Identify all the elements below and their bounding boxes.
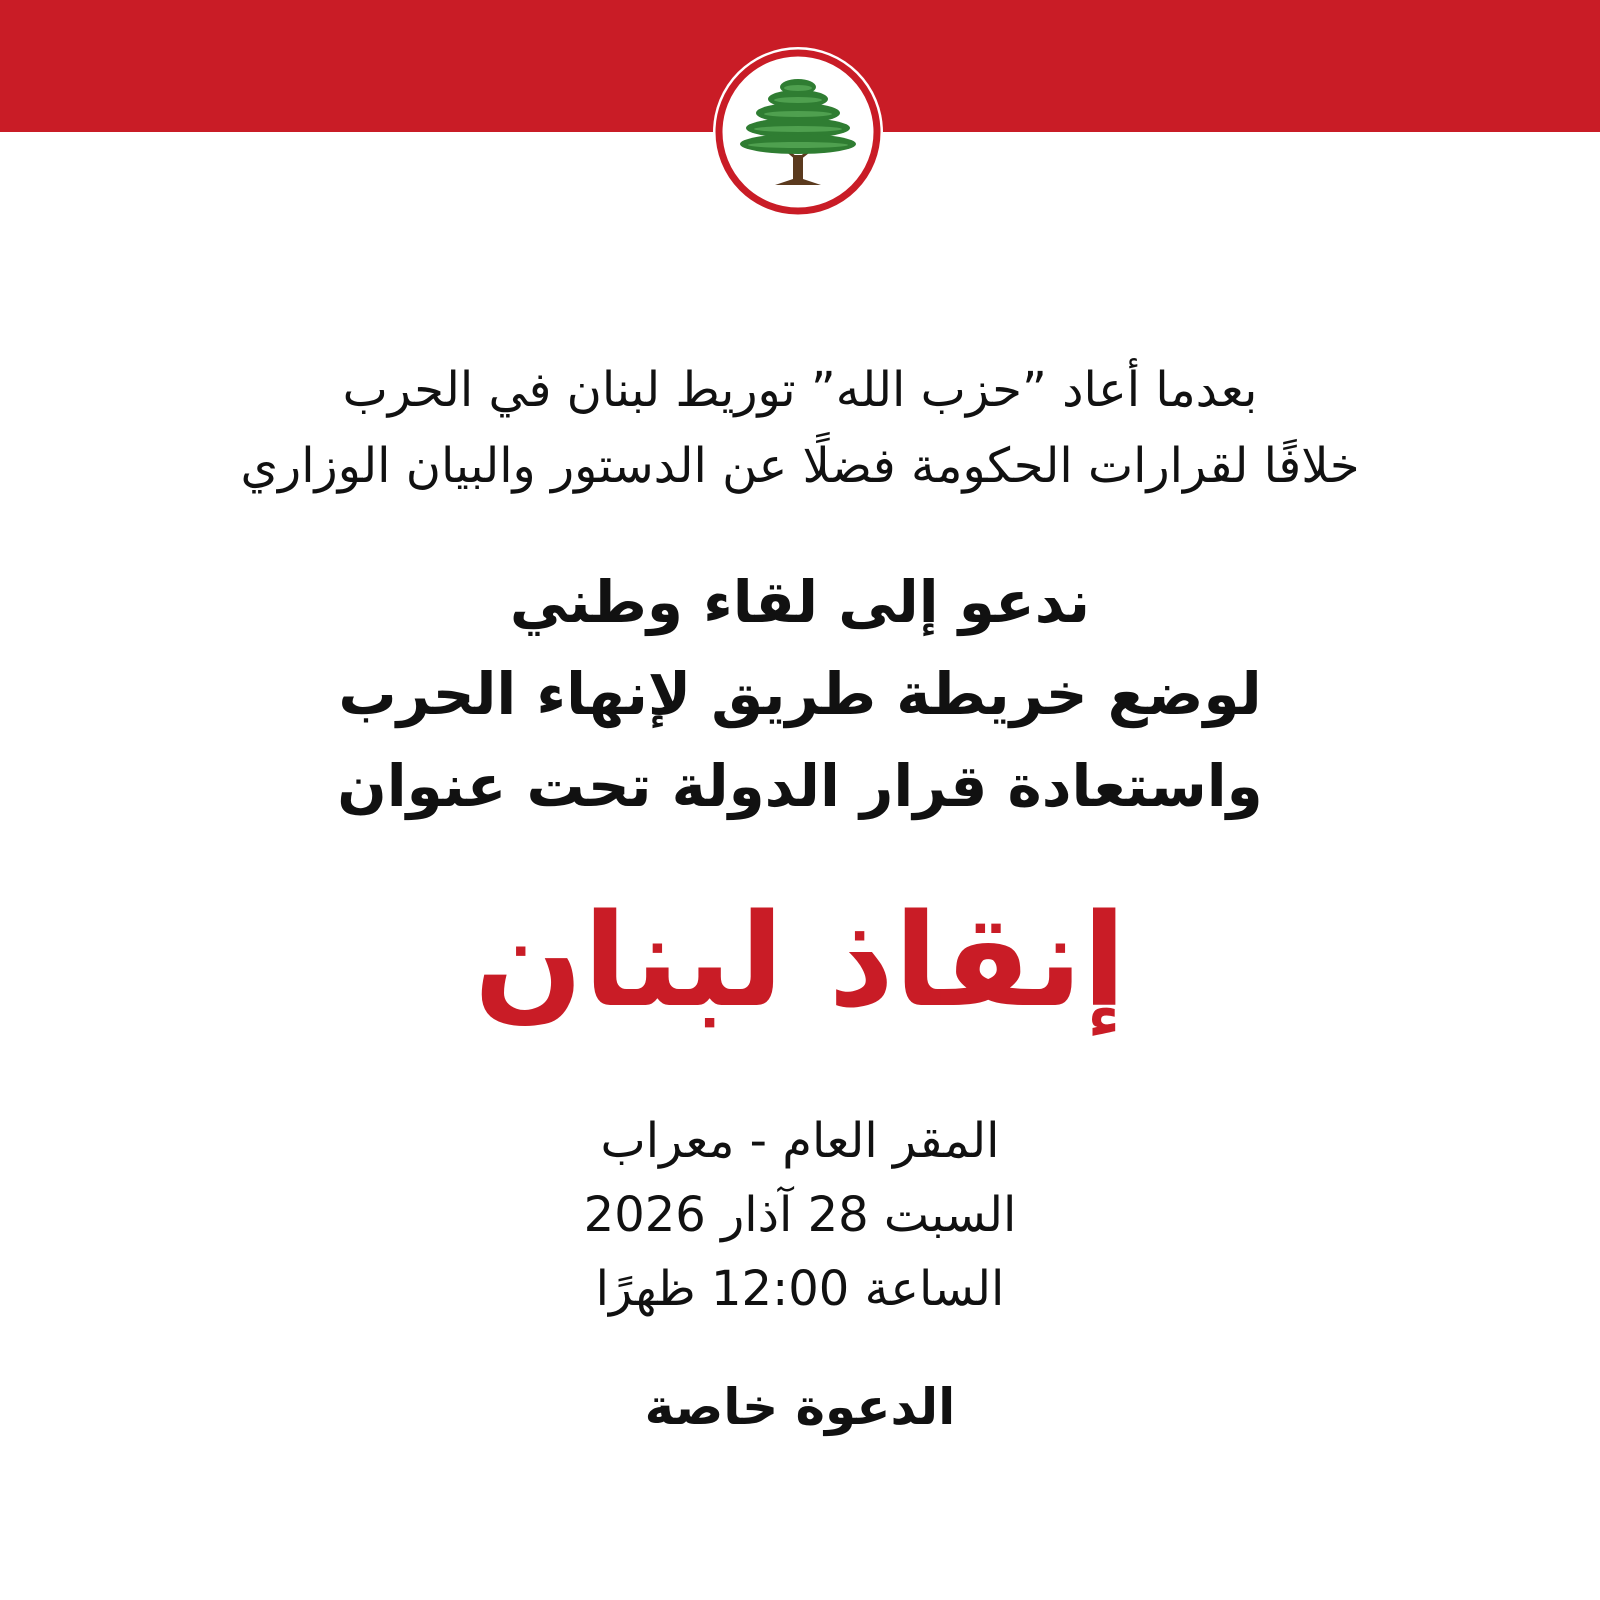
party-emblem: [713, 47, 883, 217]
private-invitation-note: [80, 1372, 1520, 1442]
event-headline: [80, 882, 1520, 1042]
call-line-3: واستعادة قرار الدولة تحت عنوان: [337, 752, 1263, 820]
call-line-2: لوضع خريطة طريق لإنهاء الحرب: [338, 660, 1262, 728]
cedar-tree-icon: [713, 47, 883, 217]
invite-text: الدعوة خاصة: [644, 1378, 956, 1436]
event-date: السبت 28 آذار 2026: [583, 1187, 1017, 1243]
intro-line-2: خلافًا لقرارات الحكومة فضلًا عن الدستور والبيان الوزاري: [240, 438, 1360, 494]
event-details: [80, 1104, 1520, 1326]
event-time: الساعة 12:00 ظهرًا: [595, 1261, 1005, 1317]
intro-line-1: بعدما أعاد ”حزب الله” توريط لبنان في الحرب: [342, 362, 1258, 418]
call-to-meeting: [80, 556, 1520, 832]
call-line-1: ندعو إلى لقاء وطني: [509, 568, 1091, 636]
headline-text: إنقاذ لبنان: [473, 887, 1127, 1036]
event-location: المقر العام - معراب: [600, 1113, 1000, 1169]
intro-statement: [80, 352, 1520, 504]
